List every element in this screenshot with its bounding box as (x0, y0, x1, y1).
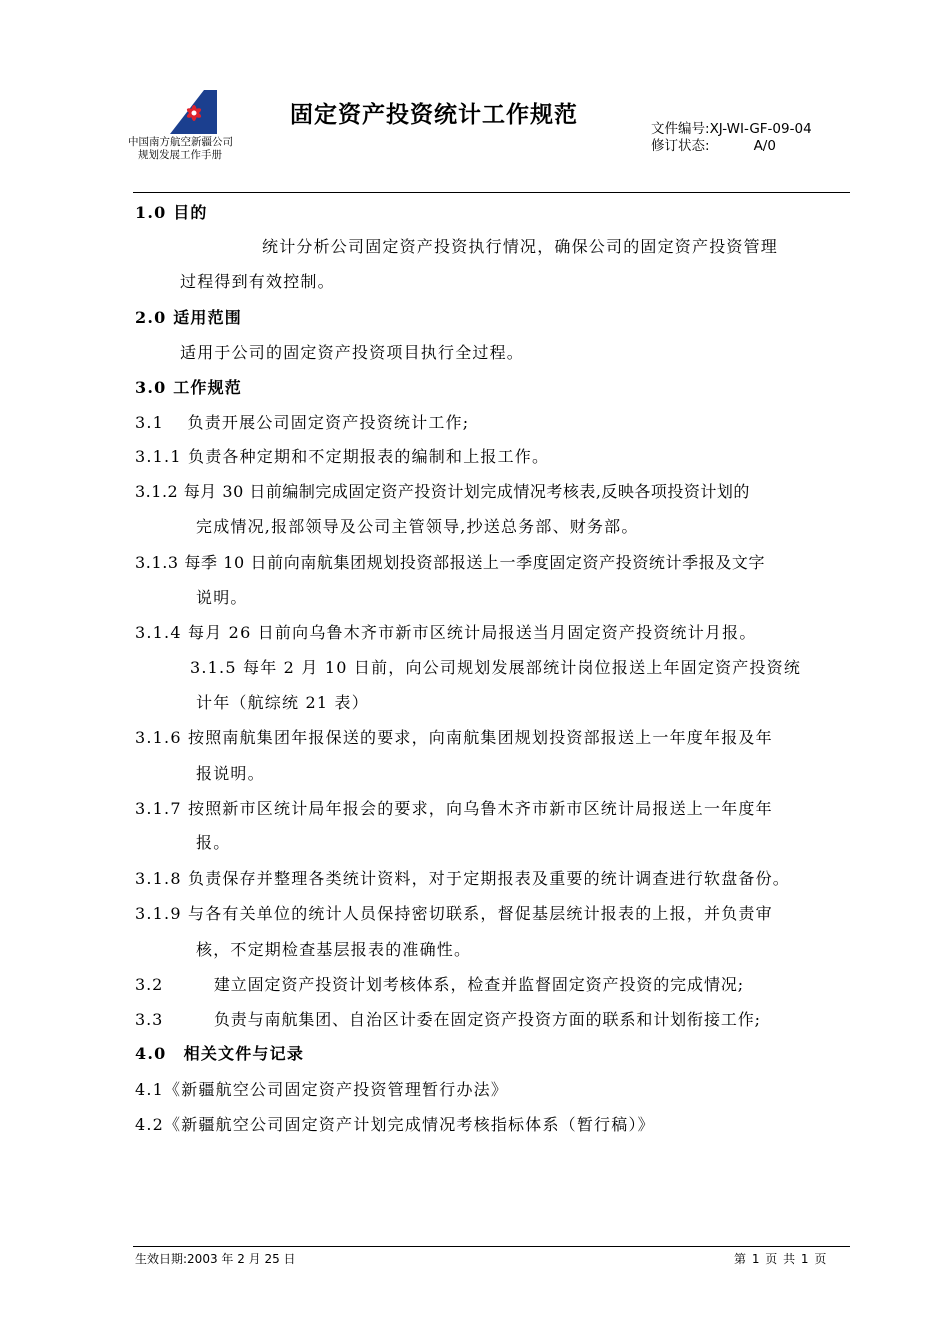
effective-date: 生效日期:2003 年 2 月 25 日 (135, 1252, 296, 1266)
item-3-1: 3.1 负责开展公司固定资产投资统计工作; (135, 413, 470, 432)
revision-label: 修订状态: (651, 138, 710, 154)
item-3-1-3-line-2: 说明。 (196, 588, 248, 607)
page-header (0, 0, 950, 200)
document-title: 固定资产投资统计工作规范 (290, 102, 578, 128)
item-4-2: 4.2《新疆航空公司固定资产计划完成情况考核指标体系（暂行稿）》 (135, 1115, 655, 1134)
item-3-1-6-line-2: 报说明。 (196, 764, 265, 783)
header-divider (133, 192, 850, 193)
item-3-1-7-line-1: 3.1.7 按照新市区统计局年报会的要求，向乌鲁木齐市新市区统计局报送上一年度年 (135, 799, 773, 818)
page-number: 第 1 页 共 1 页 (734, 1252, 828, 1266)
item-3-1-5-line-2: 计年（航综统 21 表） (196, 693, 369, 712)
footer-divider (133, 1246, 850, 1247)
revision-row (651, 138, 812, 155)
doc-number-row (651, 121, 812, 138)
section-2-heading: 2.0 适用范围 (135, 308, 243, 327)
section-4-heading: 4.0 相关文件与记录 (135, 1044, 305, 1063)
section-3-heading: 3.0 工作规范 (135, 378, 243, 397)
item-3-3: 3.3 负责与南航集团、自治区计委在固定资产投资方面的联系和计划衔接工作; (135, 1010, 761, 1029)
item-3-1-2-line-1: 3.1.2 每月 30 日前编制完成固定资产投资计划完成情况考核表,反映各项投资计划的 (135, 482, 750, 501)
china-southern-logo-icon (168, 88, 218, 134)
revision-value: A/0 (753, 138, 776, 154)
item-3-1-6-line-1: 3.1.6 按照南航集团年报保送的要求，向南航集团规划投资部报送上一年度年报及年 (135, 728, 773, 747)
document-meta (651, 121, 812, 155)
section-1-paragraph-line-1: 统计分析公司固定资产投资执行情况，确保公司的固定资产投资管理 (262, 237, 779, 256)
item-3-1-5-line-1: 3.1.5 每年 2 月 10 日前，向公司规划发展部统计岗位报送上年固定资产投资统 (190, 658, 802, 677)
item-3-1-3-line-1: 3.1.3 每季 10 日前向南航集团规划投资部报送上一季度固定资产投资统计季报及文字 (135, 553, 766, 572)
org-line-1: 中国南方航空新疆公司 (128, 136, 233, 148)
item-3-1-9-line-1: 3.1.9 与各有关单位的统计人员保持密切联系，督促基层统计报表的上报，并负责审 (135, 904, 773, 923)
item-3-1-8: 3.1.8 负责保存并整理各类统计资料，对于定期报表及重要的统计调查进行软盘备份。 (135, 869, 790, 888)
item-3-1-9-line-2: 核，不定期检查基层报表的准确性。 (196, 940, 472, 959)
item-3-1-1: 3.1.1 负责各种定期和不定期报表的编制和上报工作。 (135, 447, 550, 466)
org-line-2: 规划发展工作手册 (138, 149, 222, 161)
section-1-heading: 1.0 目的 (135, 203, 208, 222)
item-3-1-2-line-2: 完成情况,报部领导及公司主管领导,抄送总务部、财务部。 (196, 517, 639, 536)
organization-name (128, 136, 233, 162)
item-3-1-4: 3.1.4 每月 26 日前向乌鲁木齐市新市区统计局报送当月固定资产投资统计月报。 (135, 623, 757, 642)
section-2-paragraph: 适用于公司的固定资产投资项目执行全过程。 (180, 343, 525, 362)
item-3-2: 3.2 建立固定资产投资计划考核体系，检查并监督固定资产投资的完成情况; (135, 975, 745, 994)
doc-number-value: XJ-WI-GF-09-04 (709, 121, 812, 137)
item-3-1-7-line-2: 报。 (196, 833, 231, 852)
section-1-paragraph-line-2: 过程得到有效控制。 (180, 272, 335, 291)
doc-number-label: 文件编号: (651, 121, 710, 137)
item-4-1: 4.1《新疆航空公司固定资产投资管理暂行办法》 (135, 1080, 509, 1099)
